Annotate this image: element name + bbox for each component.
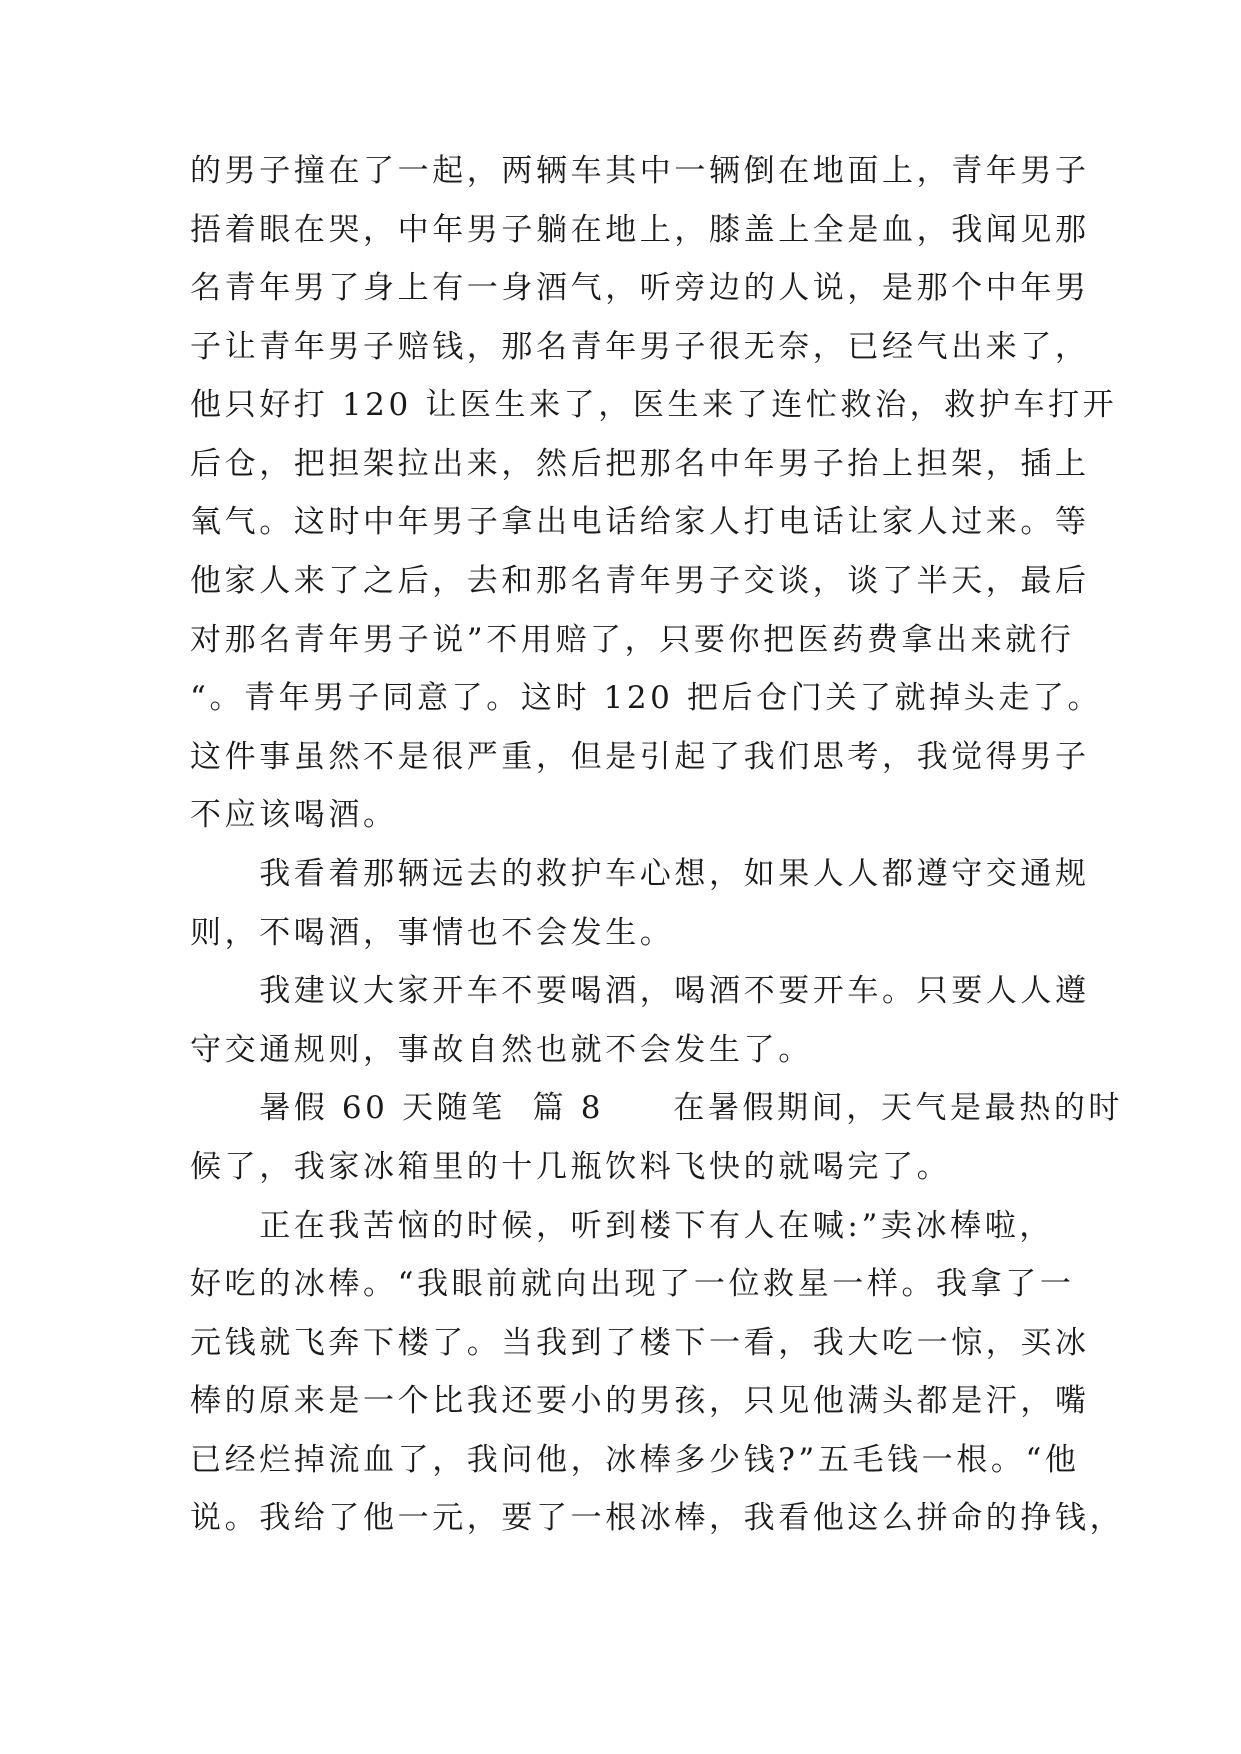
text-line: 守交通规则，事故自然也就不会发生了。	[190, 1032, 813, 1068]
text-line: 名青年男了身上有一身酒气，听旁边的人说，是那个中年男	[190, 270, 1090, 306]
text-line: 正在我苦恼的时候，听到楼下有人在喊:”卖冰棒啦，	[190, 1208, 1054, 1244]
text-line: “。青年男子同意了。这时 120 把后仓门关了就掉头走了。	[190, 680, 1103, 716]
text-line: 则，不喝酒，事情也不会发生。	[190, 915, 675, 951]
text-line: 的男子撞在了一起，两辆车其中一辆倒在地面上，青年男子	[190, 153, 1090, 189]
text-line: 已经烂掉流血了，我问他，冰棒多少钱?”五毛钱一根。“他	[190, 1442, 1080, 1478]
text-line: 候了，我家冰箱里的十几瓶饮料飞快的就喝完了。	[190, 1149, 952, 1185]
text-line: 棒的原来是一个比我还要小的男孩，只见他满头都是汗，嘴	[190, 1383, 1090, 1419]
text-line: 元钱就飞奔下楼了。当我到了楼下一看，我大吃一惊，买冰	[190, 1325, 1090, 1361]
text-line: 对那名青年男子说”不用赔了，只要你把医药费拿出来就行	[190, 622, 1075, 658]
text-line: 这件事虽然不是很严重，但是引起了我们思考，我觉得男子	[190, 739, 1090, 775]
text-line: 说。我给了他一元，要了一根冰棒，我看他这么拼命的挣钱，	[190, 1500, 1125, 1536]
text-line: 暑假 60 天随笔 篇 8 在暑假期间，天气是最热的时	[190, 1090, 1124, 1126]
text-line: 氧气。这时中年男子拿出电话给家人打电话让家人过来。等	[190, 504, 1090, 540]
text-line: 我建议大家开车不要喝酒，喝酒不要开车。只要人人遵	[190, 973, 1090, 1009]
text-line: 他只好打 120 让医生来了，医生来了连忙救治，救护车打开	[190, 387, 1118, 423]
text-line: 捂着眼在哭，中年男子躺在地上，膝盖上全是血，我闻见那	[190, 212, 1090, 248]
text-line: 我看着那辆远去的救护车心想，如果人人都遵守交通规	[190, 856, 1090, 892]
text-line: 好吃的冰棒。“我眼前就向出现了一位救星一样。我拿了一	[190, 1266, 1075, 1302]
text-line: 他家人来了之后，去和那名青年男子交谈，谈了半天，最后	[190, 563, 1090, 599]
text-line: 不应该喝酒。	[190, 797, 398, 833]
text-line: 子让青年男子赔钱，那名青年男子很无奈，已经气出来了，	[190, 329, 1090, 365]
text-line: 后仓，把担架拉出来，然后把那名中年男子抬上担架，插上	[190, 446, 1090, 482]
